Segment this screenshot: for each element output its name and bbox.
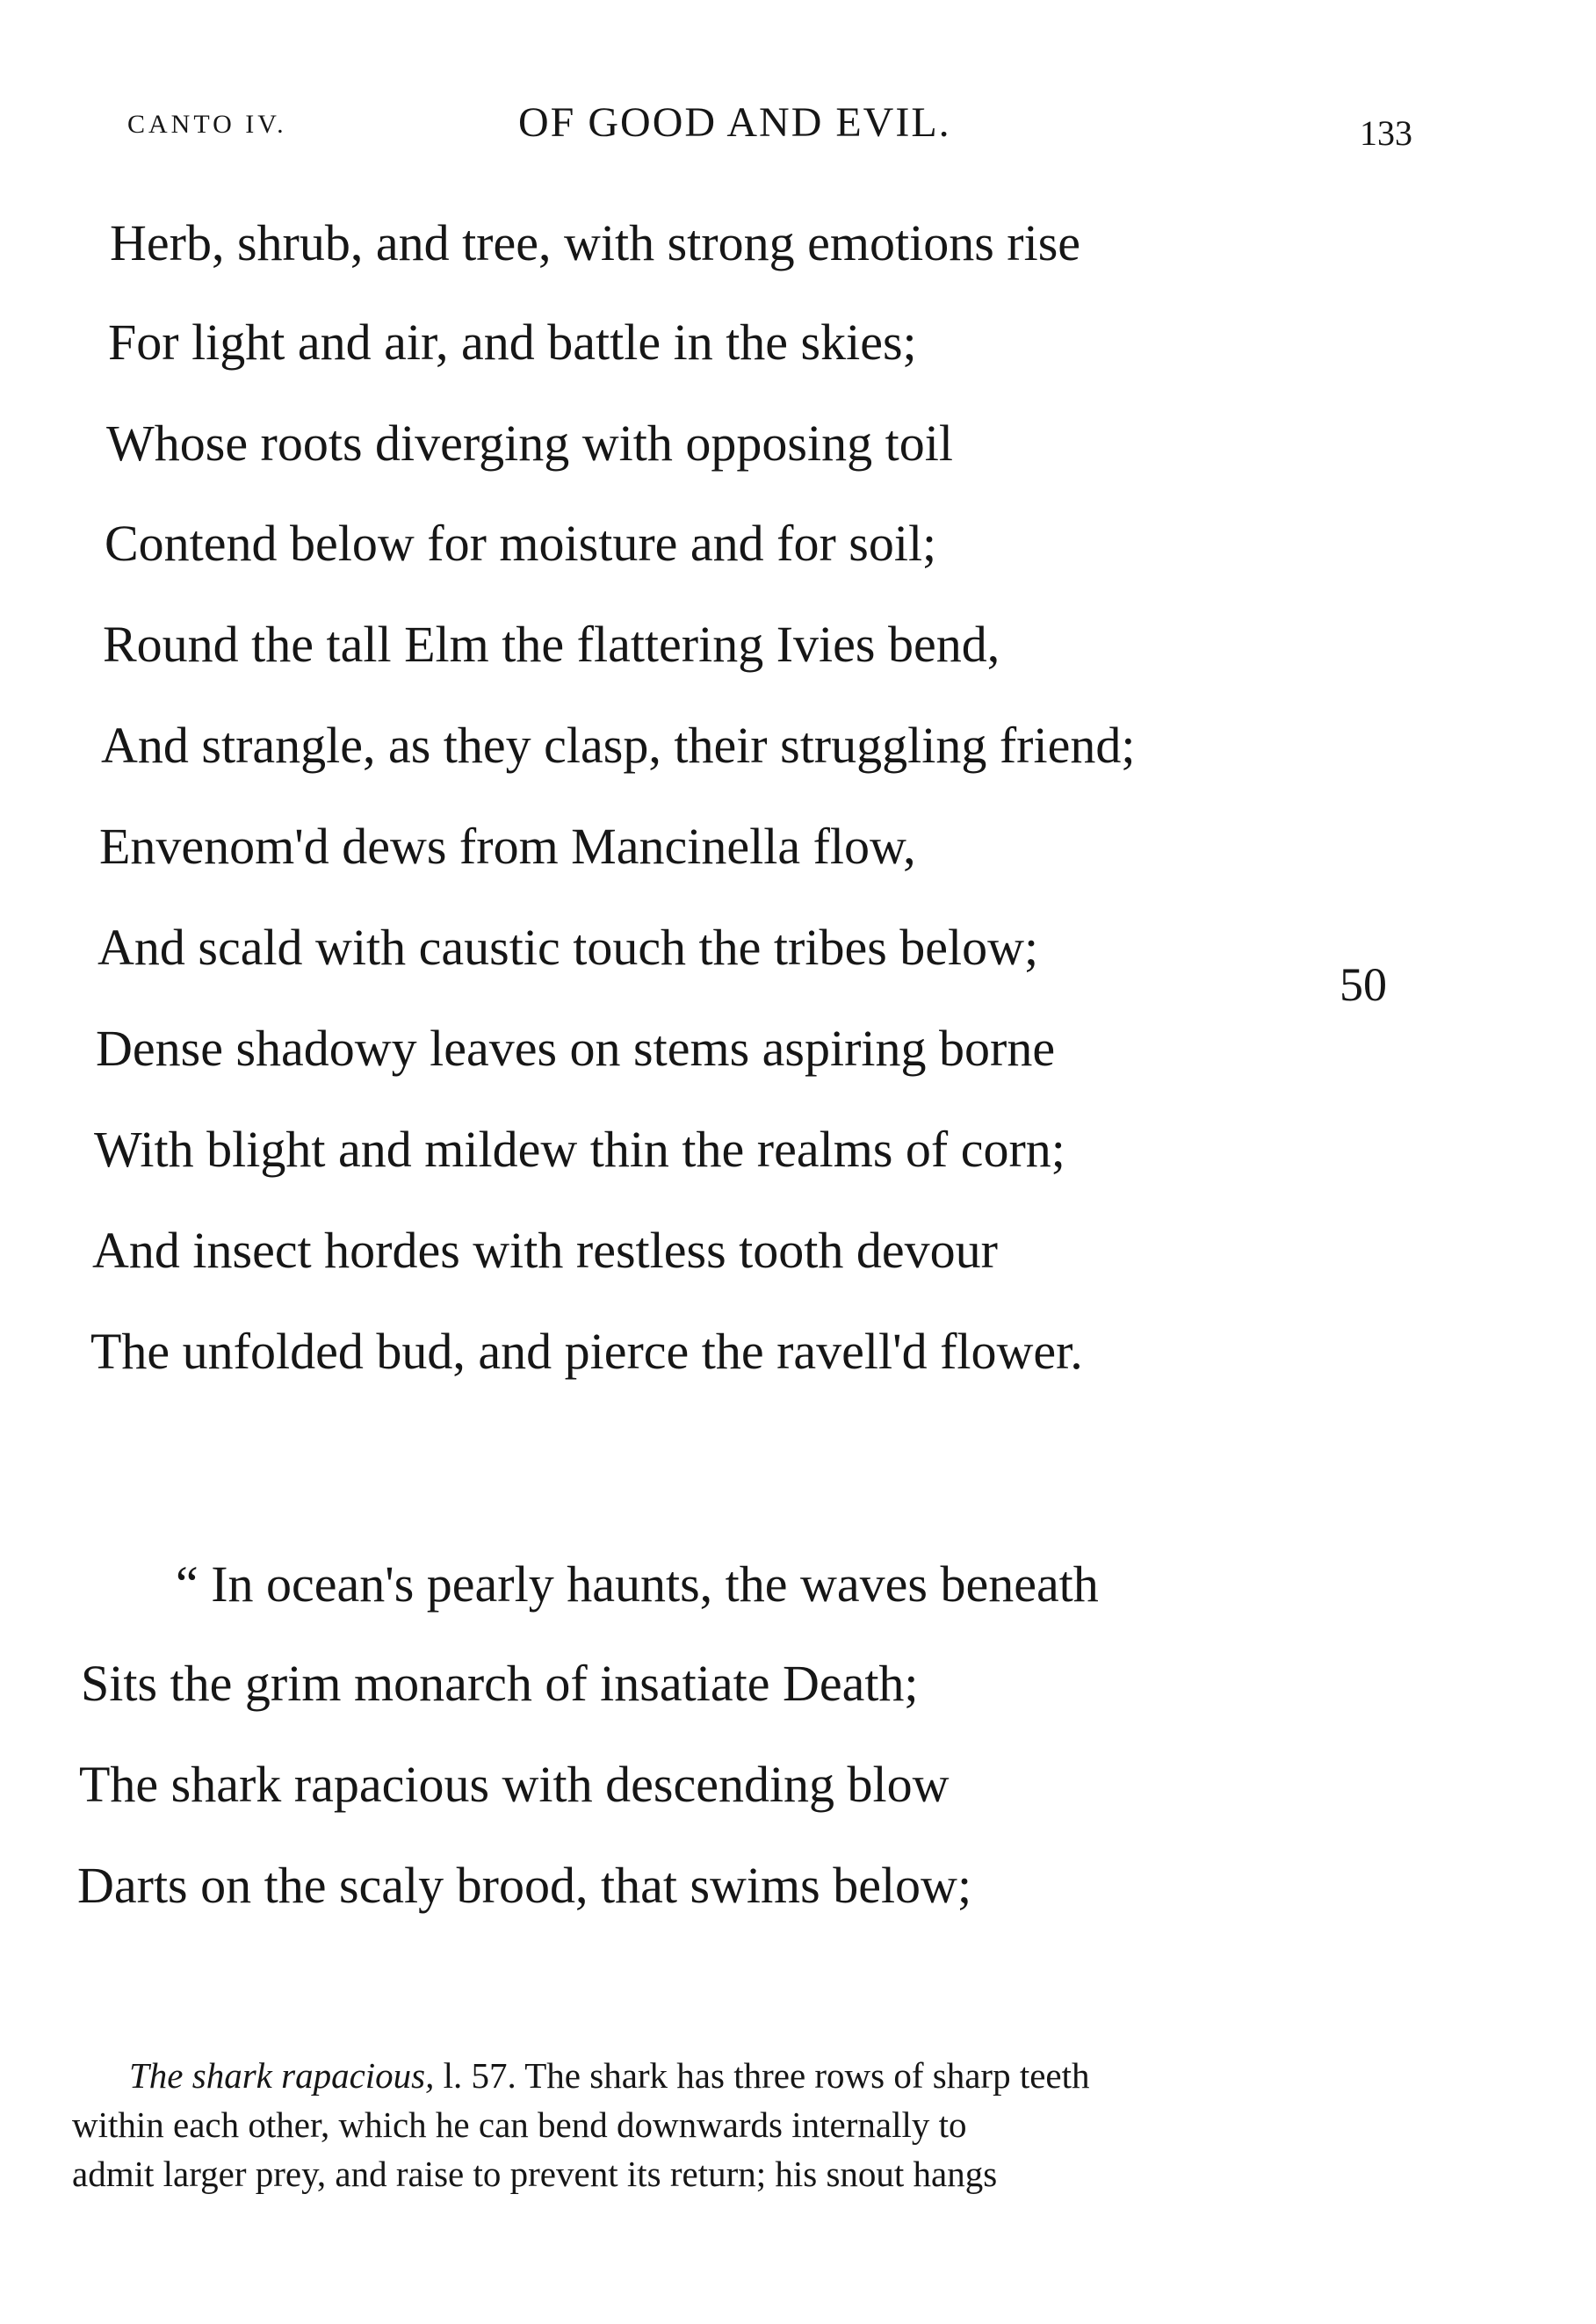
verse-line: Contend below for moisture and for soil; — [105, 515, 937, 572]
verse-line: With blight and mildew thin the realms of corn; — [94, 1121, 1065, 1178]
verse-line: Dense shadowy leaves on stems aspiring borne — [96, 1020, 1056, 1077]
verse-line: “ In ocean's pearly haunts, the waves beneath — [176, 1555, 1099, 1613]
verse-line: Herb, shrub, and tree, with strong emotions rise — [110, 214, 1081, 271]
verse-line: Whose roots diverging with opposing toil — [106, 415, 953, 472]
footnote — [72, 2051, 1372, 2198]
verse-line: Envenom'd dews from Mancinella flow, — [99, 818, 916, 875]
verse-line: Darts on the scaly brood, that swims below; — [77, 1857, 972, 1914]
page-number: 133 — [1360, 113, 1412, 153]
verse-line: The unfolded bud, and pierce the ravell'd flower. — [90, 1323, 1083, 1380]
footnote-line — [72, 2051, 1372, 2100]
verse-line: And scald with caustic touch the tribes below; — [97, 919, 1039, 976]
verse-line: For light and air, and battle in the skies; — [108, 314, 917, 371]
running-head-canto: CANTO IV. — [127, 110, 287, 139]
footnote-reference: The shark rapacious, — [129, 2055, 435, 2096]
line-number: 50 — [1340, 958, 1387, 1011]
running-head-title: OF GOOD AND EVIL. — [518, 99, 951, 146]
verse-line: Sits the grim monarch of insatiate Death; — [81, 1655, 919, 1712]
verse-line: Round the tall Elm the flattering Ivies bend, — [103, 616, 1000, 673]
verse-line: And insect hordes with restless tooth devour — [92, 1222, 998, 1279]
footnote-line: within each other, which he can bend downwards internally to — [72, 2104, 967, 2145]
verse-line: The shark rapacious with descending blow — [79, 1756, 950, 1813]
verse-line: And strangle, as they clasp, their struggling friend; — [101, 717, 1136, 774]
footnote-text: l. 57. The shark has three rows of sharp teeth — [434, 2055, 1090, 2096]
footnote-line: admit larger prey, and raise to prevent its return; his snout hangs — [72, 2154, 998, 2194]
